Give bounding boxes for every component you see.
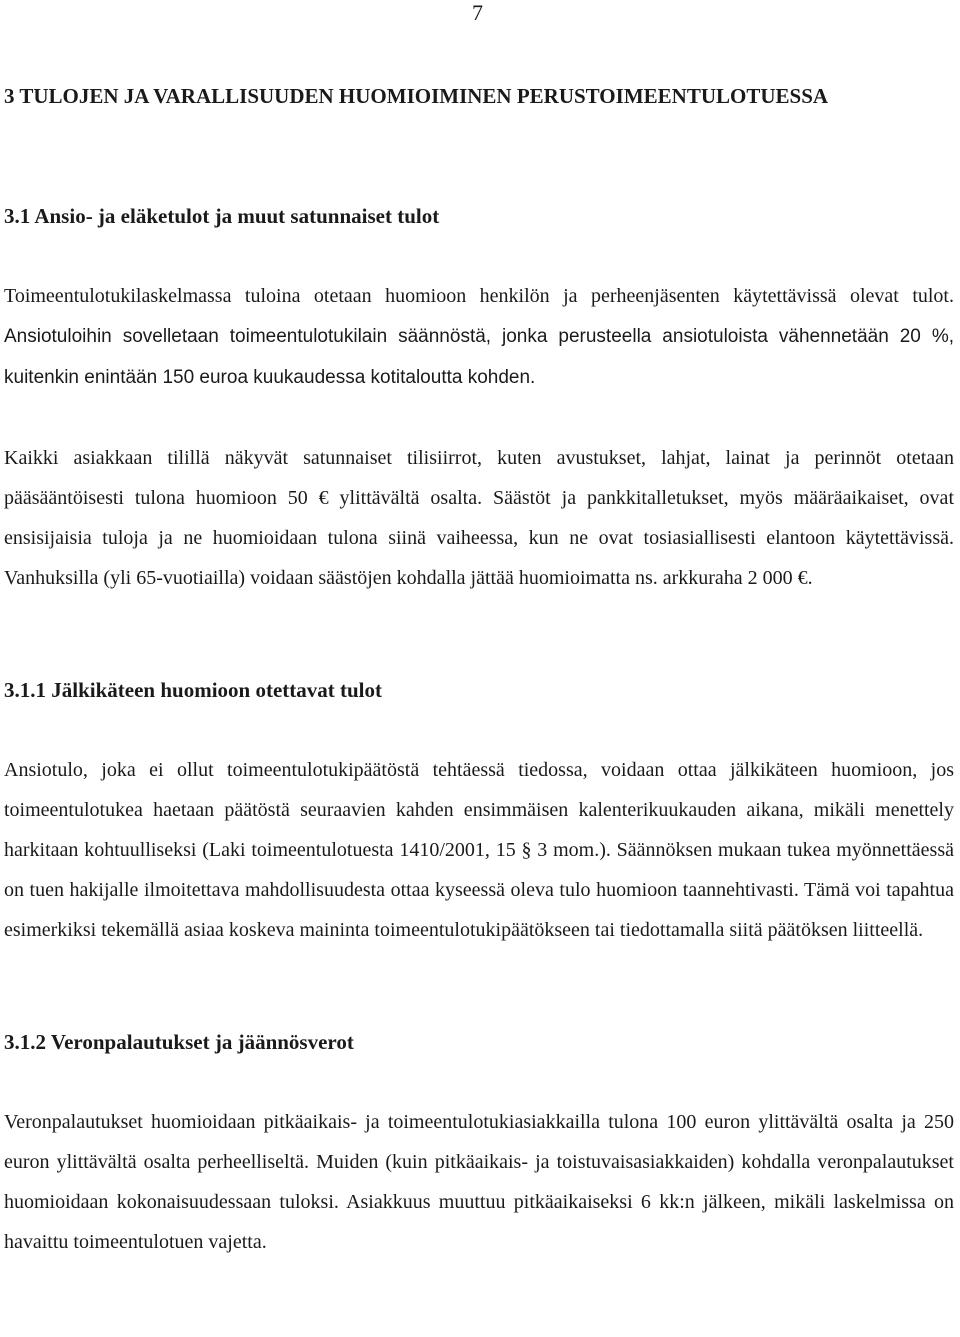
document-body <box>4 76 954 1262</box>
section-heading-3-1-1: 3.1.1 Jälkikäteen huomioon otettavat tulot <box>4 678 382 702</box>
paragraph-retroactive-income: Ansiotulo, joka ei ollut toimeentulotukipäätöstä tehtäessä tiedossa, voidaan ottaa jälkikäteen huomioon, jos toimeentulotukea haetaan päätöstä seuraavien kahden ensimmäisen kalenterikuukauden aikana, mikäli menettely harkitaan kohtuulliseksi (Laki toimeentulotuesta 1410/2001, 15 § 3 mom.). Säännöksen mukaan tukea myönnettäessä on tuen hakijalle ilmoitettava mahdollisuudesta ottaa kyseessä oleva tulo huomioon taannehtivasti. Tämä voi tapahtua esimerkiksi tekemällä asiaa koskeva maininta toimeentulotukipäätökseen tai tiedottamalla siitä päätöksen liitteellä. <box>4 759 954 941</box>
section-heading-3-1: 3.1 Ansio- ja eläketulot ja muut satunnaiset tulot <box>4 204 440 228</box>
chapter-heading: 3 TULOJEN JA VARALLISUUDEN HUOMIOIMINEN PERUSTOIMEENTULOTUESSA <box>4 84 829 108</box>
paragraph-occasional-income: Kaikki asiakkaan tilillä näkyvät satunnaiset tilisiirrot, kuten avustukset, lahjat, lainat ja perinnöt otetaan pääsääntöisesti tulona huomioon 50 € ylittävältä osalta. Säästöt ja pankkitalletukset, myös määräaikaiset, ovat ensisijaisia tuloja ja ne huomioidaan tulona siinä vaiheessa, kun ne ovat tosiasiallisesti elantoon käytettävissä. Vanhuksilla (yli 65-vuotiailla) voidaan säästöjen kohdalla jättää huomioimatta ns. arkkuraha 2 000 €. <box>4 447 954 589</box>
section-heading-3-1-2: 3.1.2 Veronpalautukset ja jäännösverot <box>4 1030 354 1054</box>
paragraph-income-intro-part2: Ansiotuloihin sovelletaan toimeentulotukilain säännöstä, jonka perusteella ansiotuloista vähennetään 20 %, kuitenkin enintään 150 euroa kuukaudessa kotitaloutta kohden. <box>4 326 954 388</box>
paragraph-income-intro <box>4 276 954 398</box>
paragraph-income-intro-part1: Toimeentulotukilaskelmassa tuloina otetaan huomioon henkilön ja perheenjäsenten käytettävissä olevat tulot. <box>4 285 954 307</box>
page-number: 7 <box>472 0 483 25</box>
paragraph-tax-refunds: Veronpalautukset huomioidaan pitkäaikais- ja toimeentulotukiasiakkailla tulona 100 euron ylittävältä osalta ja 250 euron ylittävältä osalta perheelliseltä. Muiden (kuin pitkäaikais- ja toistuvaisasiakkaiden) kohdalla veronpalautukset huomioidaan kokonaisuudessaan tuloksi. Asiakkuus muuttuu pitkäaikaiseksi 6 kk:n jälkeen, mikäli laskelmissa on havaittu toimeentulotuen vajetta. <box>4 1111 954 1253</box>
